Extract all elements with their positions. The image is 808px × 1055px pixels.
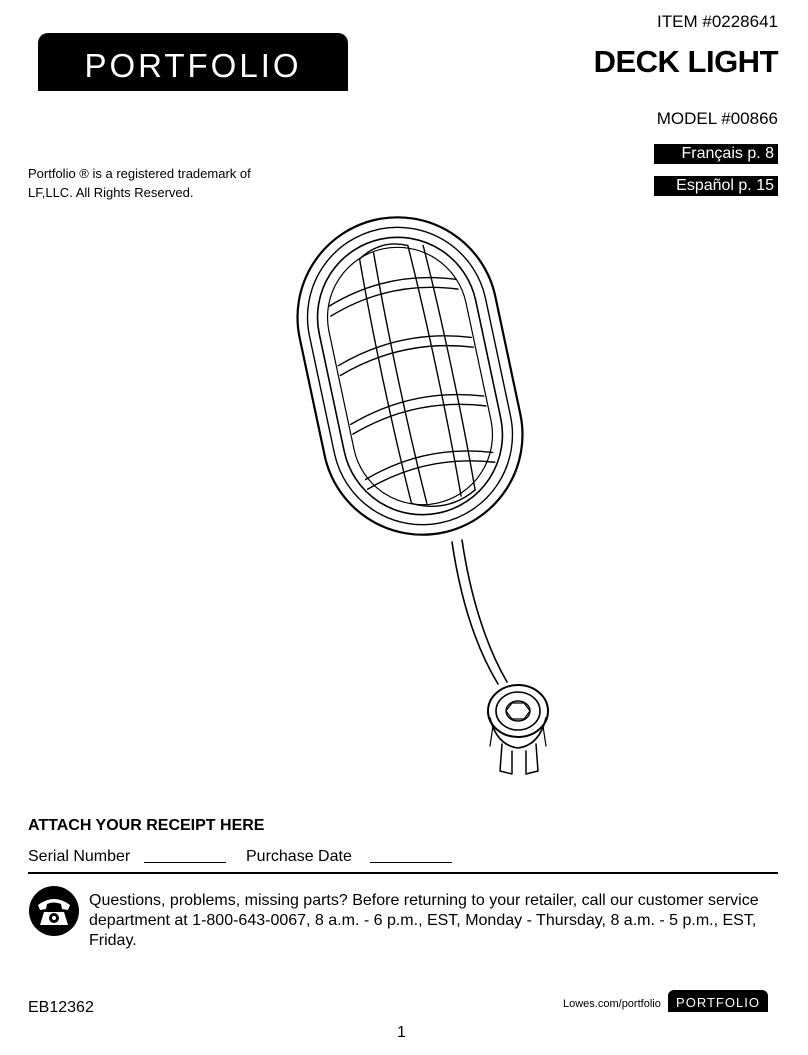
language-link-french[interactable]: Français p. 8 (654, 144, 778, 164)
item-number: ITEM #0228641 (657, 12, 778, 31)
trademark-notice (28, 164, 288, 202)
customer-service-notice: Questions, problems, missing parts? Before returning to your retailer, call our customer service department at 1-800-643-0067, 8 a.m. - 6 p.m., EST, Monday - Thursday, 8 a.m. - 5 p.m., EST, Friday. (89, 892, 759, 949)
model-number: MODEL #00866 (656, 109, 778, 128)
page-number: 1 (397, 1024, 406, 1041)
document-code: EB12362 (28, 999, 94, 1016)
brand-logo-text: PORTFOLIO (84, 47, 302, 84)
serial-number-field[interactable] (144, 862, 226, 863)
trademark-line-1: Portfolio ® is a registered trademark of (28, 166, 251, 181)
section-divider (28, 872, 778, 874)
purchase-date-field[interactable] (370, 862, 452, 863)
receipt-heading: ATTACH YOUR RECEIPT HERE (28, 817, 265, 834)
trademark-line-2: LF,LLC. All Rights Reserved. (28, 185, 194, 200)
language-link-spanish[interactable]: Español p. 15 (654, 176, 778, 196)
brand-logo (38, 33, 348, 91)
telephone-icon (28, 885, 80, 937)
serial-number-label: Serial Number (28, 848, 131, 865)
purchase-date-label: Purchase Date (246, 848, 352, 865)
website-link[interactable]: Lowes.com/portfolio (563, 998, 661, 1010)
footer-logo: PORTFOLIO (668, 990, 768, 1012)
deck-light-illustration (290, 206, 560, 786)
page-title: DECK LIGHT (593, 44, 778, 79)
